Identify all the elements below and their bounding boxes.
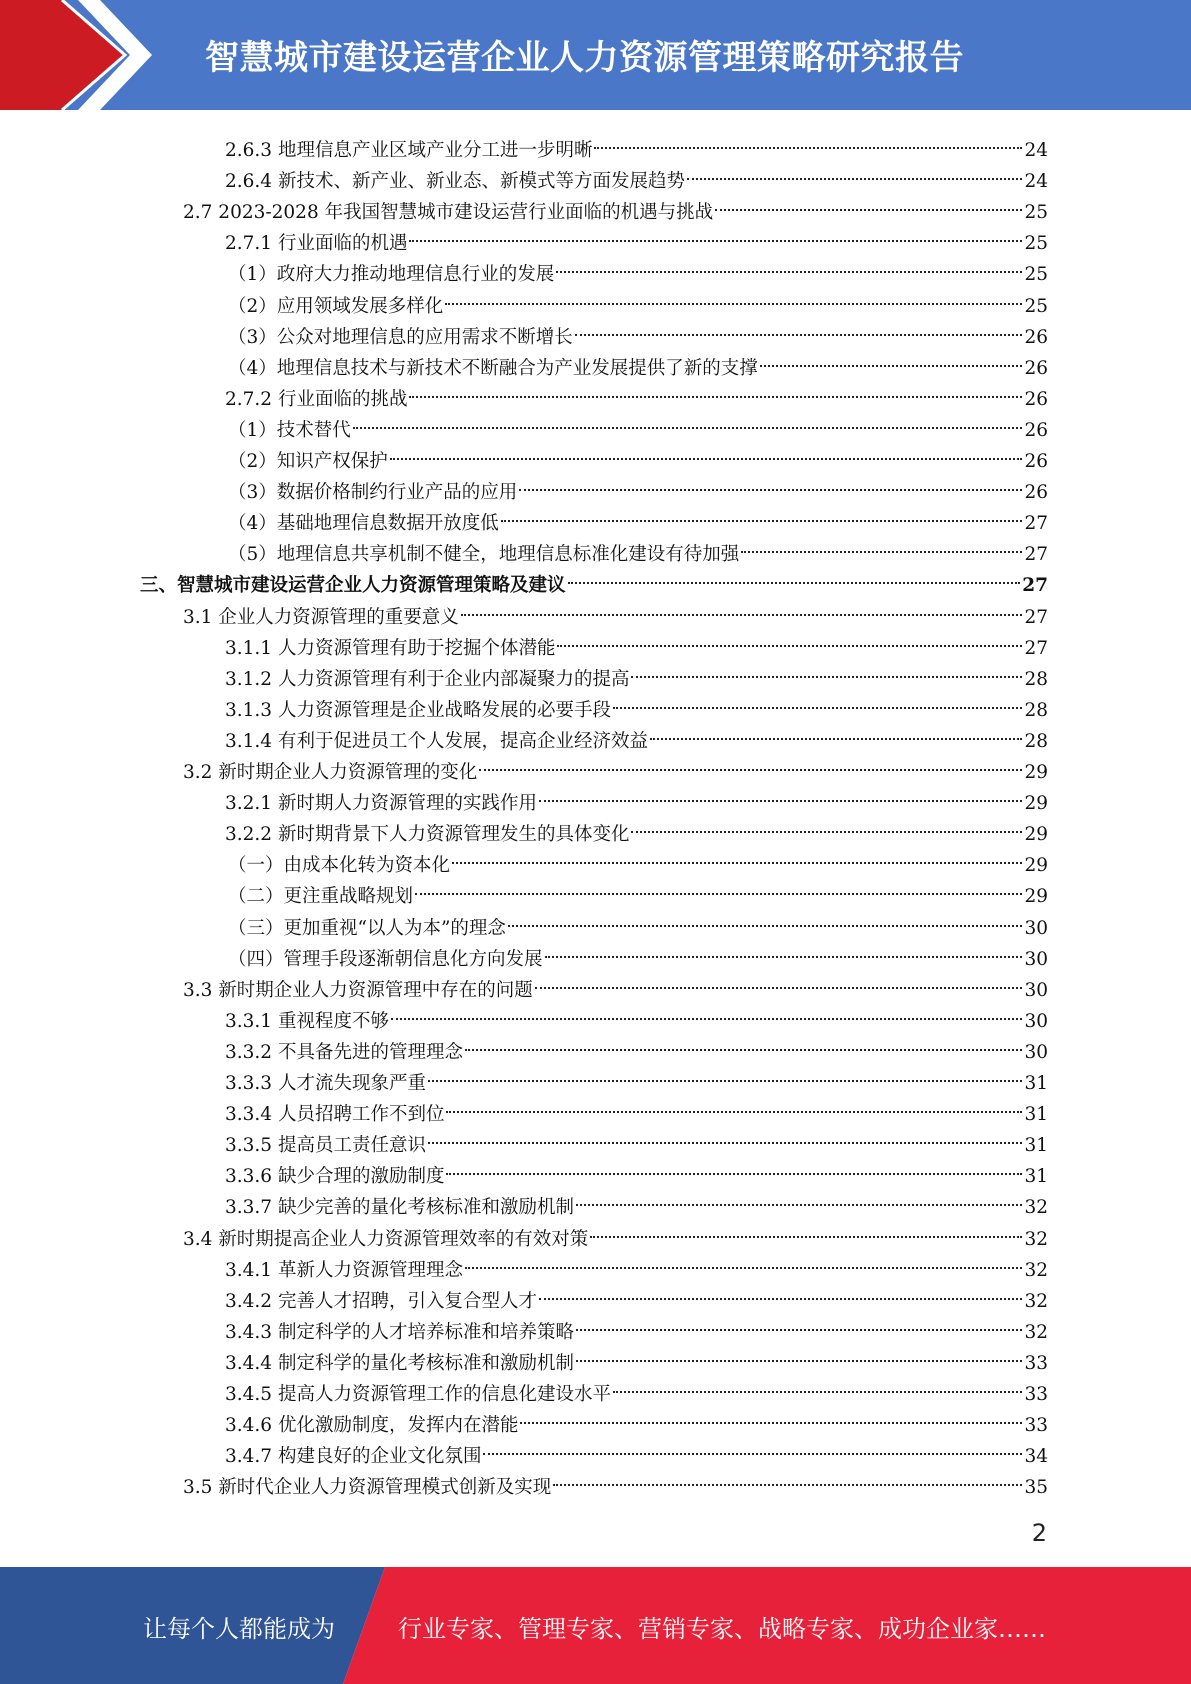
toc-entry[interactable] [225, 1185, 1048, 1219]
toc-dot-leader [428, 1123, 1022, 1151]
toc-dot-leader [576, 1310, 1022, 1338]
toc-dot-leader [479, 750, 1022, 778]
toc-dot-leader [391, 999, 1022, 1027]
toc-entry-page: 25 [1024, 202, 1048, 224]
toc-entry-page: 28 [1024, 699, 1048, 721]
toc-entry-page: 31 [1024, 1135, 1048, 1157]
toc-entry[interactable] [183, 1217, 1048, 1250]
toc-dot-leader [715, 190, 1022, 218]
toc-entry-title: 3.2.1 新时期人力资源管理的实践作用 [225, 793, 537, 815]
toc-entry-page: 27 [1024, 513, 1048, 535]
toc-entry[interactable] [228, 470, 1048, 504]
toc-entry-page: 28 [1024, 730, 1048, 752]
toc-entry[interactable] [225, 999, 1048, 1032]
toc-entry-page: 32 [1024, 1228, 1048, 1250]
toc-entry[interactable] [225, 159, 1048, 193]
toc-entry-title: 3.4.6 优化激励制度，发挥内在潜能 [225, 1415, 519, 1437]
toc-dot-leader [535, 968, 1023, 996]
toc-entry[interactable] [225, 1372, 1048, 1405]
toc-entry[interactable] [225, 626, 1048, 659]
toc-entry[interactable] [228, 346, 1048, 379]
toc-entry-title: （4）地理信息技术与新技术不断融合为产业发展提供了新的支撑 [228, 357, 758, 379]
toc-entry-title: 3.4.7 构建良好的企业文化氛围 [225, 1446, 482, 1468]
toc-entry-title: 3.1.4 有利于促进员工个人发展，提高企业经济效益 [225, 730, 648, 752]
toc-dot-leader [556, 252, 1022, 280]
toc-entry-title: （三）更加重视“以人为本”的理念 [228, 917, 506, 939]
toc-dot-leader [741, 532, 1022, 560]
toc-entry[interactable] [225, 657, 1048, 690]
toc-entry[interactable] [225, 1092, 1048, 1126]
toc-entry-title: 3.1 企业人力资源管理的重要意义 [183, 606, 459, 628]
toc-entry-title: （1）政府大力推动地理信息行业的发展 [228, 264, 555, 286]
toc-entry-page: 29 [1024, 886, 1048, 908]
toc-entry[interactable] [225, 1248, 1048, 1281]
header-title: 智慧城市建设运营企业人力资源管理策略研究报告 [205, 38, 964, 78]
toc-entry[interactable] [228, 906, 1048, 939]
toc-entry[interactable] [225, 1403, 1048, 1437]
toc-entry-page: 26 [1024, 419, 1048, 441]
toc-entry[interactable] [228, 284, 1048, 317]
toc-entry-title: 3.5 新时代企业人力资源管理模式创新及实现 [183, 1477, 552, 1499]
toc-entry-title: 3.3.3 人才流失现象严重 [225, 1073, 426, 1094]
toc-dot-leader [553, 1465, 1022, 1493]
toc-entry-title: （3）数据价格制约行业产品的应用 [228, 482, 518, 504]
toc-dot-leader [415, 874, 1022, 902]
toc-dot-leader [445, 284, 1022, 312]
toc-entry-page: 26 [1024, 326, 1048, 348]
toc-entry-title: 3.4.2 完善人才招聘，引入复合型人才 [225, 1290, 537, 1312]
toc-entry-page: 26 [1024, 482, 1048, 504]
toc-entry-page: 29 [1024, 793, 1048, 815]
toc-entry-page: 26 [1024, 357, 1048, 379]
toc-dot-leader [409, 377, 1022, 405]
toc-entry-title: 3.3.1 重视程度不够 [225, 1010, 389, 1032]
toc-entry-page: 33 [1024, 1352, 1048, 1374]
toc-entry-page: 32 [1024, 1321, 1048, 1343]
page-header [0, 0, 1191, 110]
toc-dot-leader [390, 439, 1023, 467]
toc-dot-leader [409, 221, 1022, 249]
toc-entry-title: 3.1.1 人力资源管理有助于挖掘个体潜能 [225, 637, 556, 659]
toc-entry-page: 32 [1024, 1290, 1048, 1312]
toc-dot-leader [760, 346, 1023, 374]
toc-entry[interactable] [225, 812, 1048, 846]
toc-entry[interactable] [140, 563, 1048, 597]
toc-entry-title: （二）更注重战略规划 [228, 886, 414, 908]
footer-slogan-right: 行业专家、管理专家、营销专家、战略专家、成功企业家…… [398, 1615, 1046, 1643]
toc-entry-page: 32 [1024, 1259, 1048, 1281]
toc-entry[interactable] [228, 439, 1048, 472]
toc-dot-leader [576, 1185, 1022, 1213]
toc-entry-page: 24 [1024, 171, 1048, 193]
toc-entry-title: 3.4 新时期提高企业人力资源管理效率的有效对策 [183, 1228, 589, 1250]
toc-entry[interactable] [225, 1154, 1048, 1188]
toc-entry-page: 27 [1024, 606, 1048, 628]
toc-entry-title: 2.6.3 地理信息产业区域产业分工进一步明晰 [225, 140, 593, 161]
toc-entry-title: 3.3.2 不具备先进的管理理念 [225, 1041, 463, 1063]
toc-entry-page: 29 [1024, 824, 1048, 846]
toc-dot-leader [631, 657, 1022, 685]
toc-dot-leader [613, 688, 1022, 716]
toc-entry-page: 24 [1024, 140, 1048, 161]
toc-entry-title: 3.3.4 人员招聘工作不到位 [225, 1104, 445, 1126]
toc-dot-leader [465, 1030, 1022, 1058]
toc-entry[interactable] [228, 937, 1048, 970]
toc-dot-leader [508, 906, 1023, 934]
toc-entry-page: 30 [1024, 1041, 1048, 1063]
toc-entry-title: 3.4.3 制定科学的人才培养标准和培养策略 [225, 1321, 574, 1343]
toc-entry[interactable] [228, 532, 1048, 566]
page-footer [0, 1567, 1191, 1684]
toc-entry[interactable] [225, 128, 1048, 161]
toc-entry-title: 3.1.2 人力资源管理有利于企业内部凝聚力的提高 [225, 668, 630, 690]
toc-entry-title: （四）管理手段逐渐朝信息化方向发展 [228, 948, 543, 970]
toc-entry[interactable] [225, 1061, 1048, 1094]
toc-entry-title: 2.6.4 新技术、新产业、新业态、新模式等方面发展趋势 [225, 171, 685, 193]
toc-entry-page: 25 [1024, 295, 1048, 317]
toc-dot-leader [613, 1372, 1022, 1400]
toc-dot-leader [353, 408, 1023, 436]
toc-dot-leader [461, 595, 1023, 623]
toc-entry-page: 27 [1022, 575, 1048, 597]
toc-entry-title: 3.4.1 革新人力资源管理理念 [225, 1259, 463, 1281]
toc-entry-title: （4）基础地理信息数据开放度低 [228, 513, 499, 535]
toc-entry[interactable] [225, 1310, 1048, 1343]
toc-entry[interactable] [225, 781, 1048, 815]
toc-entry-title: （一）由成本化转为资本化 [228, 855, 451, 877]
toc-entry[interactable] [228, 315, 1048, 348]
toc-entry-title: （1）技术替代 [228, 419, 351, 441]
toc-entry-page: 31 [1024, 1104, 1048, 1126]
toc-dot-leader [520, 1403, 1022, 1431]
toc-entry-title: 3.3.7 缺少完善的量化考核标准和激励机制 [225, 1197, 574, 1219]
toc-dot-leader [687, 159, 1022, 187]
toc-entry-title: （3）公众对地理信息的应用需求不断增长 [228, 326, 573, 348]
toc-entry-page: 32 [1024, 1197, 1048, 1219]
toc-entry-title: 3.3 新时期企业人力资源管理中存在的问题 [183, 979, 533, 1001]
toc-dot-leader [575, 315, 1023, 343]
toc-entry[interactable] [228, 252, 1048, 286]
toc-entry-page: 26 [1024, 451, 1048, 472]
toc-dot-leader [452, 843, 1022, 871]
toc-entry[interactable] [225, 719, 1048, 752]
toc-entry-page: 35 [1024, 1477, 1048, 1499]
toc-entry-page: 26 [1024, 388, 1048, 410]
toc-dot-leader [483, 1434, 1022, 1462]
toc-entry-title: 3.4.4 制定科学的量化考核标准和激励机制 [225, 1352, 574, 1374]
toc-entry[interactable] [228, 408, 1048, 441]
toc-entry[interactable] [183, 1465, 1048, 1499]
toc-entry-title: （2）知识产权保护 [228, 451, 388, 472]
toc-dot-leader [501, 501, 1023, 529]
toc-dot-leader [576, 1341, 1022, 1369]
toc-entry[interactable] [183, 968, 1048, 1001]
toc-dot-leader [519, 470, 1022, 498]
toc-entry-page: 31 [1024, 1073, 1048, 1094]
toc-dot-leader [557, 626, 1022, 654]
toc-entry[interactable] [225, 1434, 1048, 1468]
toc-dot-leader [446, 1092, 1022, 1120]
toc-entry-title: 3.2 新时期企业人力资源管理的变化 [183, 762, 478, 783]
toc-dot-leader [539, 781, 1022, 809]
toc-entry[interactable] [225, 688, 1048, 721]
toc-entry-page: 25 [1024, 233, 1048, 255]
toc-dot-leader [594, 128, 1022, 156]
toc-entry[interactable] [228, 843, 1048, 877]
toc-entry-title: 3.2.2 新时期背景下人力资源管理发生的具体变化 [225, 824, 630, 846]
toc-entry-page: 30 [1024, 917, 1048, 939]
toc-entry-title: 3.3.6 缺少合理的激励制度 [225, 1166, 445, 1188]
page-number: 2 [1031, 1519, 1047, 1547]
toc-entry-page: 29 [1024, 855, 1048, 877]
toc-entry-title: 3.1.3 人力资源管理是企业战略发展的必要手段 [225, 699, 611, 721]
toc-dot-leader [568, 563, 1021, 591]
toc-dot-leader [428, 1061, 1022, 1089]
toc-entry-title: 2.7 2023-2028 年我国智慧城市建设运营行业面临的机遇与挑战 [183, 202, 714, 224]
toc-entry[interactable] [183, 595, 1048, 628]
toc-dot-leader [590, 1217, 1022, 1245]
toc-dot-leader [446, 1154, 1022, 1182]
toc-entry-page: 28 [1024, 668, 1048, 690]
toc-dot-leader [631, 812, 1022, 840]
toc-entry[interactable] [225, 377, 1048, 410]
toc-entry-page: 30 [1024, 1010, 1048, 1032]
toc-entry-page: 33 [1024, 1415, 1048, 1437]
toc-entry[interactable] [183, 190, 1048, 224]
toc-entry-title: 3.3.5 提高员工责任意识 [225, 1135, 426, 1157]
toc-entry[interactable] [228, 501, 1048, 535]
toc-entry[interactable] [228, 874, 1048, 908]
toc-entry-page: 30 [1024, 979, 1048, 1001]
toc-entry[interactable] [225, 1123, 1048, 1157]
toc-entry[interactable] [183, 750, 1048, 783]
toc-entry-page: 25 [1024, 264, 1048, 286]
toc-dot-leader [539, 1279, 1022, 1307]
toc-entry-page: 27 [1024, 637, 1048, 659]
toc-entry-title: （5）地理信息共享机制不健全，地理信息标准化建设有待加强 [228, 544, 740, 566]
toc-dot-leader [465, 1248, 1022, 1276]
toc-entry-page: 29 [1024, 762, 1048, 783]
toc-entry-title: 2.7.1 行业面临的机遇 [225, 233, 408, 255]
toc-dot-leader [545, 937, 1023, 965]
toc-entry[interactable] [225, 1341, 1048, 1374]
toc-entry-title: （2）应用领域发展多样化 [228, 295, 444, 317]
toc-entry-page: 31 [1024, 1166, 1048, 1188]
toc-entry[interactable] [225, 221, 1048, 255]
toc-entry-title: 3.4.5 提高人力资源管理工作的信息化建设水平 [225, 1384, 611, 1405]
toc-entry-title: 三、智慧城市建设运营企业人力资源管理策略及建议 [140, 575, 566, 597]
toc-entry-page: 34 [1024, 1446, 1048, 1468]
toc-entry-title: 2.7.2 行业面临的挑战 [225, 388, 408, 410]
footer-slogan-left: 让每个人都能成为 [143, 1615, 335, 1643]
toc-dot-leader [650, 719, 1022, 747]
toc-entry[interactable] [225, 1279, 1048, 1312]
toc-entry-page: 33 [1024, 1384, 1048, 1405]
toc-entry-page: 30 [1024, 948, 1048, 970]
toc-entry-page: 27 [1024, 544, 1048, 566]
toc-entry[interactable] [225, 1030, 1048, 1063]
